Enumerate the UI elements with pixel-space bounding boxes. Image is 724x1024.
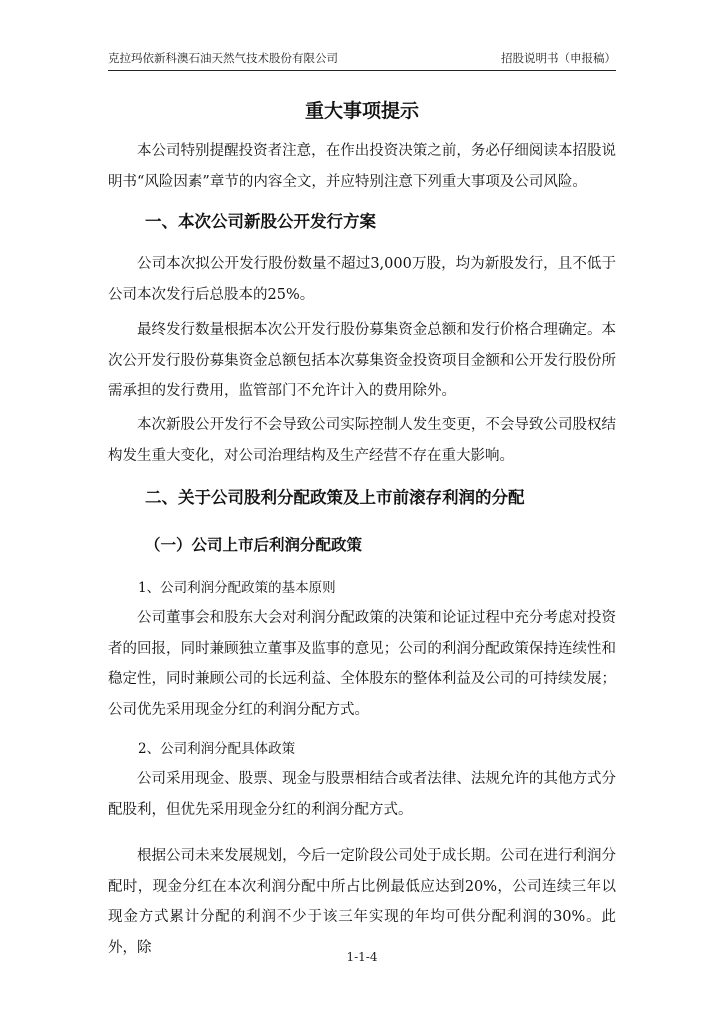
page-header xyxy=(108,50,616,71)
page-number: 1-1-4 xyxy=(346,950,378,964)
item-2-paragraph-1: 公司采用现金、股票、现金与股票相结合或者法律、法规允许的其他方式分配股利，但优先采用现金分红的利润分配方式。 xyxy=(108,771,616,818)
intro-paragraph: 本公司特别提醒投资者注意，在作出投资决策之前，务必仔细阅读本招股说明书“风险因素”章节的内容全文，并应特别注意下列重大事项及公司风险。 xyxy=(108,143,616,190)
section-1-heading: 一、本次公司新股公开发行方案 xyxy=(145,212,376,231)
section-1-paragraph-1: 公司本次拟公开发行股份数量不超过3,000万股，均为新股发行，且不低于公司本次发行后总股本的25%。 xyxy=(108,256,616,303)
page-title: 重大事项提示 xyxy=(304,100,419,122)
item-1-paragraph: 公司董事会和股东大会对利润分配政策的决策和论证过程中充分考虑对投资者的回报，同时兼顾独立董事及监事的意见；公司的利润分配政策保持连续性和稳定性，同时兼顾公司的长远利益、全体股东的整体利益及公司的可持续发展；公司优先采用现金分红的利润分配方式。 xyxy=(108,610,616,718)
item-2-heading: 2、公司利润分配具体政策 xyxy=(138,741,296,757)
section-1-paragraph-3: 本次新股公开发行不会导致公司实际控制人发生变更，不会导致公司股权结构发生重大变化，对公司治理结构及生产经营不存在重大影响。 xyxy=(108,417,616,464)
item-1-heading: 1、公司利润分配政策的基本原则 xyxy=(138,580,336,596)
header-document-type: 招股说明书（申报稿） xyxy=(501,51,616,65)
header-company-name: 克拉玛依新科澳石油天然气技术股份有限公司 xyxy=(108,51,338,65)
section-1-paragraph-2: 最终发行数量根据本次公开发行股份募集资金总额和发行价格合理确定。本次公开发行股份募集资金总额包括本次募集资金投资项目金额和公开发行股份所需承担的发行费用，监管部门不允许计入的费用除外。 xyxy=(108,322,616,399)
item-2-paragraph-2: 根据公司未来发展规划，今后一定阶段公司处于成长期。公司在进行利润分配时，现金分红在本次利润分配中所占比例最低应达到20%，公司连续三年以现金方式累计分配的利润不少于该三年实现的年均可供分配利润的30%。此外，除 xyxy=(108,848,616,956)
section-2-heading: 二、关于公司股利分配政策及上市前滚存利润的分配 xyxy=(145,488,525,507)
subsection-1-heading: （一）公司上市后利润分配政策 xyxy=(145,536,363,554)
